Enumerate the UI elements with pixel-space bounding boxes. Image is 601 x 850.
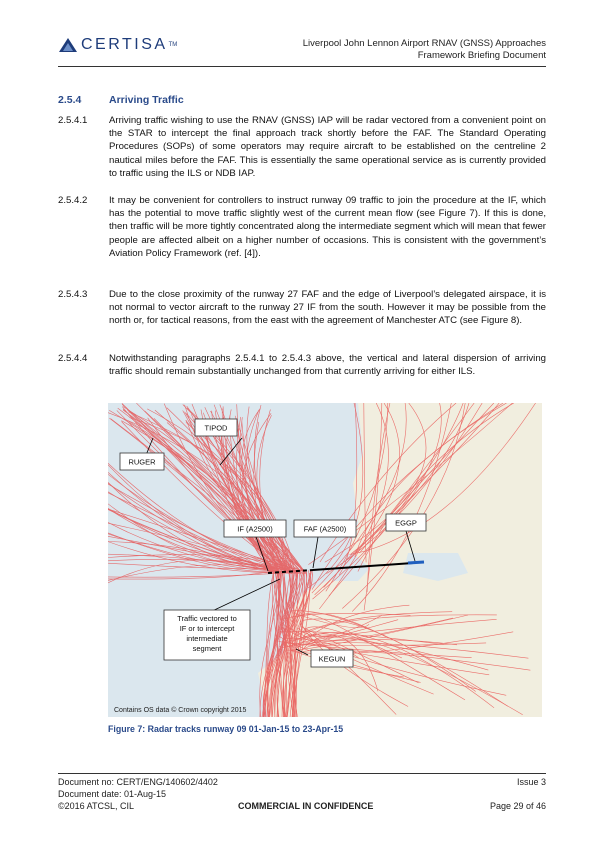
label-tipod: TIPOD xyxy=(204,423,228,433)
label-vectored-line1: Traffic vectored to xyxy=(177,614,237,623)
footer-row-3 xyxy=(58,801,546,811)
confidentiality-marking: COMMERCIAL IN CONFIDENCE xyxy=(238,801,374,811)
paragraph-2-5-4-1 xyxy=(58,114,546,180)
section-title: Arriving Traffic xyxy=(109,94,184,106)
section-number: 2.5.4 xyxy=(58,94,82,106)
issue-number: Issue 3 xyxy=(516,777,546,787)
paragraph-2-5-4-4 xyxy=(58,352,546,378)
paragraph-number: 2.5.4.1 xyxy=(58,115,88,126)
paragraph-number: 2.5.4.4 xyxy=(58,353,88,364)
paragraph-text: It may be convenient for controllers to instruct runway 09 traffic to join the procedure at the IF, which has the potential to move traffic slightly west of the current mean flow (see Figure 7). If this is done, then traffic will be more tightly concentrated along the intermediate segment which will mean that fewer people are affected albeit on a higher number of occasions. This is consistent with the government’s Aviation Policy Framework (ref. [4]). xyxy=(109,195,546,259)
logo-text: CERTISA xyxy=(81,36,168,53)
document-title-line1: Liverpool John Lennon Airport RNAV (GNSS) Approaches xyxy=(302,38,546,49)
page-header xyxy=(0,0,601,70)
figure-caption: Figure 7: Radar tracks runway 09 01-Jan-15 to 23-Apr-15 xyxy=(108,724,344,734)
document-title-line2: Framework Briefing Document xyxy=(417,50,546,61)
document-number: Document no: CERT/ENG/140602/4402 xyxy=(58,777,218,787)
label-vectored-line4: segment xyxy=(192,644,222,653)
map-graphic xyxy=(108,403,542,717)
paragraph-2-5-4-2 xyxy=(58,194,546,260)
map-copyright: Contains OS data © Crown copyright 2015 xyxy=(114,707,247,714)
footer-row-2 xyxy=(58,789,546,799)
header-divider xyxy=(58,66,546,67)
label-if: IF (A2500) xyxy=(237,524,273,534)
footer-divider xyxy=(58,773,546,774)
label-faf: FAF (A2500) xyxy=(303,524,347,534)
document-title xyxy=(303,38,546,62)
radar-track-map xyxy=(108,403,542,717)
label-kegun: KEGUN xyxy=(318,654,346,664)
label-vectored-line2: IF or to intercept xyxy=(179,624,235,633)
logo-triangle-icon xyxy=(58,37,78,53)
paragraph-number: 2.5.4.3 xyxy=(58,289,88,300)
paragraph-text: Due to the close proximity of the runway 27 FAF and the edge of Liverpool’s delegated airspace, it is not normal to vector aircraft to the runway 27 IF from the south. However it may be possible from the north or, for tactical reasons, from the east with the agreement of Manchester ATC (see Figure 8). xyxy=(109,289,546,327)
label-ruger: RUGER xyxy=(128,457,156,467)
page-number: Page 29 of 46 xyxy=(489,801,546,811)
footer-copyright: ©2016 ATCSL, CIL xyxy=(58,801,135,811)
document-date: Document date: 01-Aug-15 xyxy=(58,789,167,799)
footer-row-1 xyxy=(58,777,546,787)
paragraph-text: Arriving traffic wishing to use the RNAV (GNSS) IAP will be radar vectored from a convenient point on the STAR to intercept the final approach track shortly before the FAF. The Standard Operating Procedures (SOPs) of some operators may require aircraft to be established on the centreline 2 nautical miles before the FAF. This is essentially the same operational service as is currently provided to traffic using the ILS or NDB IAP. xyxy=(109,115,546,179)
paragraph-text: Notwithstanding paragraphs 2.5.4.1 to 2.5.4.3 above, the vertical and lateral dispersion of arriving traffic should remain substantially unchanged from that currently arriving for either ILS. xyxy=(109,353,546,378)
logo-trademark: TM xyxy=(168,42,178,48)
section-heading xyxy=(58,94,184,106)
label-vectored-line3: intermediate xyxy=(186,634,228,643)
certisa-logo xyxy=(58,36,177,54)
paragraph-number: 2.5.4.2 xyxy=(58,195,88,206)
runway-09-27 xyxy=(408,562,424,563)
label-eggp: EGGP xyxy=(395,518,417,528)
paragraph-2-5-4-3 xyxy=(58,288,546,328)
